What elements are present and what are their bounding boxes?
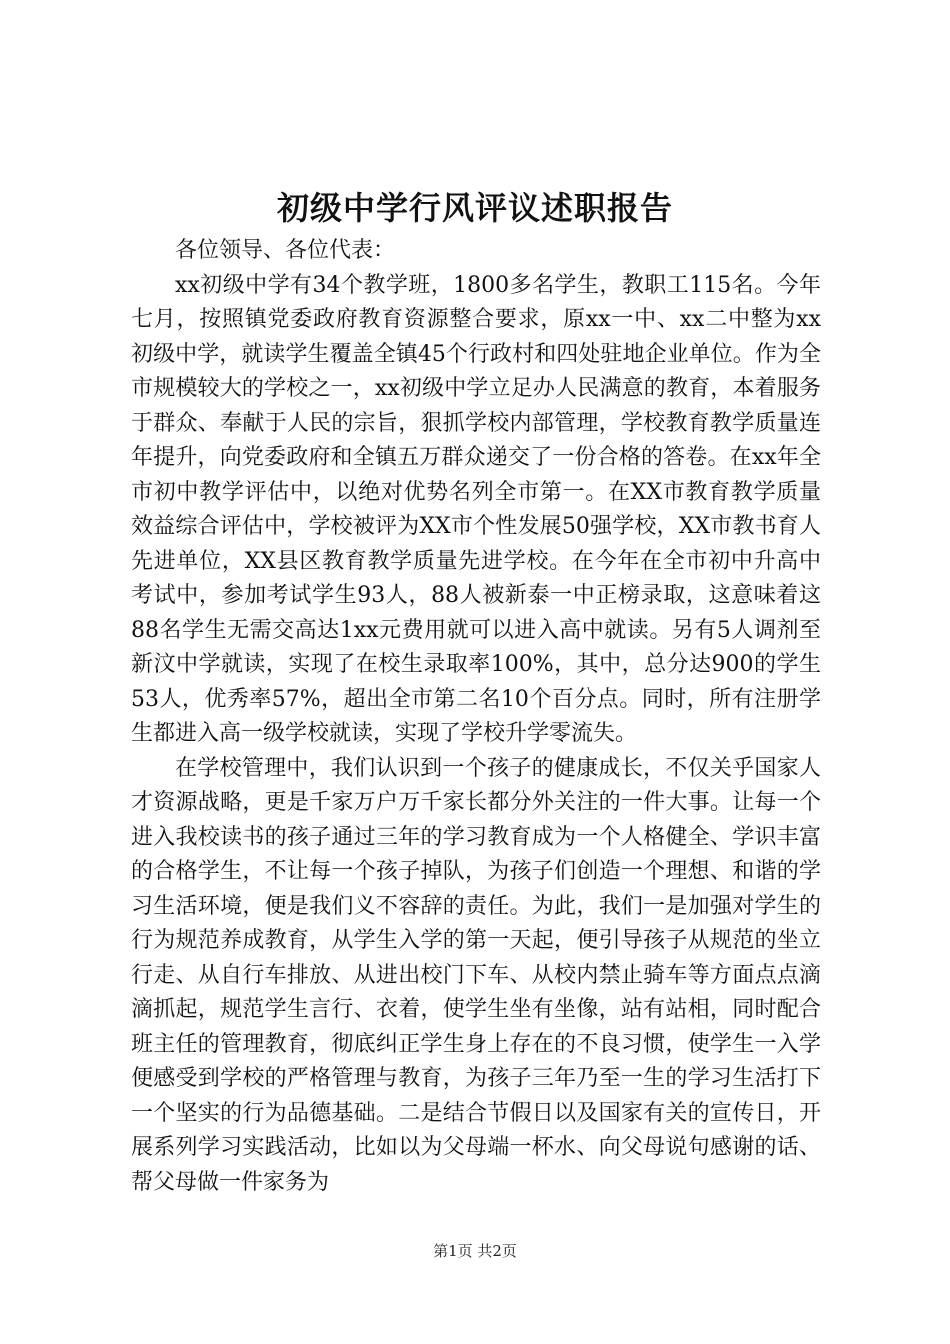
page-footer: 第1页 共2页 bbox=[433, 1242, 517, 1260]
paragraph-school-overview: xx初级中学有34个教学班，1800多名学生，教职工115名。今年七月，按照镇党委政府教育资源整合要求，原xx一中、xx二中整为xx初级中学，就读学生覆盖全镇45个行政村和四处驻地企业单位。作为全市规模较大的学校之一，xx初级中学立足办人民满意的教育，本着服务于群众、奉献于人民的宗旨，狠抓学校内部管理，学校教育教学质量连年提升，向党委政府和全镇五万群众递交了一份合格的答卷。在xx年全市初中教学评估中，以绝对优势名列全市第一。在XX市教育教学质量效益综合评估中，学校被评为XX市个性发展50强学校，XX市教书育人先进单位，XX县区教育教学质量先进学校。在今年在全市初中升高中考试中，参加考试学生93人，88人被新泰一中正榜录取，这意味着这88名学生无需交高达1xx元费用就可以进入高中就读。另有5人调剂至新汶中学就读，实现了在校生录取率100%，其中，总分达900的学生53人，优秀率57%，超出全市第二名10个百分点。同时，所有注册学生都进入高一级学校就读，实现了学校升学零流失。 bbox=[131, 272, 821, 746]
greeting-line: 各位领导、各位代表： bbox=[175, 238, 396, 263]
document-body bbox=[131, 234, 821, 1200]
document-title: 初级中学行风评议述职报告 bbox=[276, 189, 673, 227]
paragraph-school-management: 在学校管理中，我们认识到一个孩子的健康成长，不仅关乎国家人才资源战略，更是千家万户万千家长都分外关注的一件大事。让每一个进入我校读书的孩子通过三年的学习教育成为一个人格健全、学识丰富的合格学生，不让每一个孩子掉队，为孩子们创造一个理想、和谐的学习生活环境，便是我们义不容辞的责任。为此，我们一是加强对学生的行为规范养成教育，从学生入学的第一天起，便引导孩子从规范的坐立行走、从自行车排放、从进出校门下车、从校内禁止骑车等方面点点滴滴抓起，规范学生言行、衣着，使学生坐有坐像，站有站相，同时配合班主任的管理教育，彻底纠正学生身上存在的不良习惯，使学生一入学便感受到学校的严格管理与教育，为孩子三年乃至一生的学习生活打下一个坚实的行为品德基础。二是结合节假日以及国家有关的宣传日，开展系列学习实践活动，比如以为父母端一杯水、向父母说句感谢的话、帮父母做一件家务为 bbox=[131, 755, 821, 1195]
